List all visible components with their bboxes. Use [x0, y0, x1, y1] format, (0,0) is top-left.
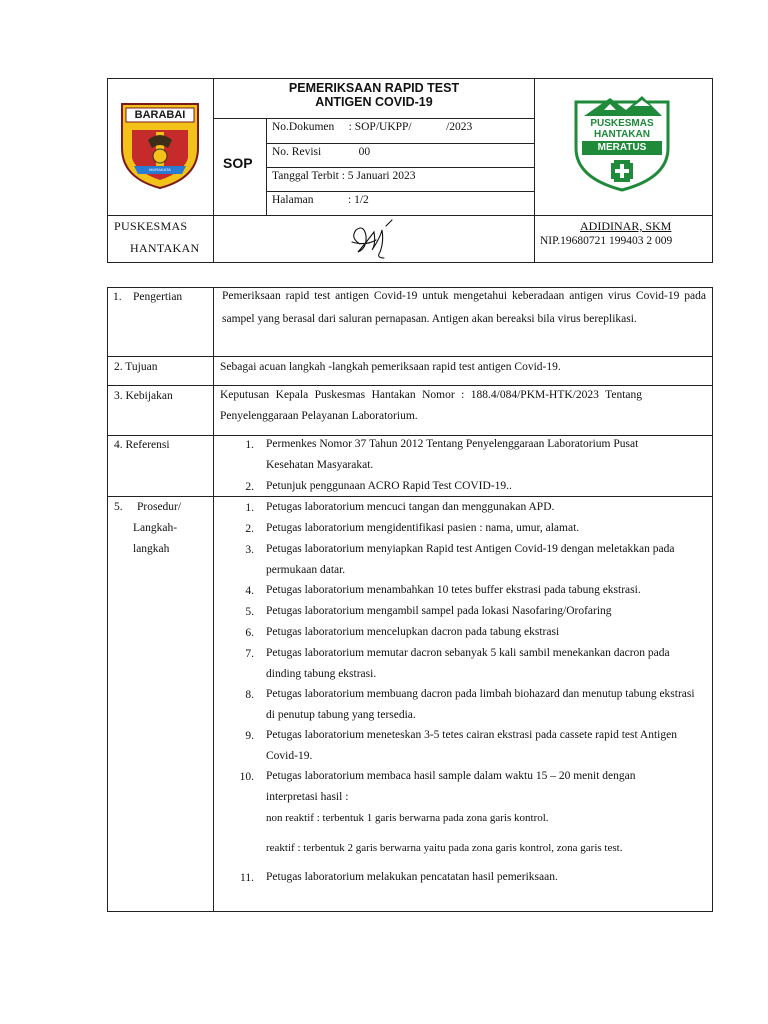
list-item-text: Petugas laboratorium menambahkan 10 tetes buffer ekstrasi pada tabung ekstrasi.: [266, 584, 641, 596]
signature-icon: [346, 218, 398, 260]
section-prosedur-label-line3: langkah: [133, 543, 170, 555]
list-item-text: Petugas laboratorium membuang dacron pada limbah biohazard dan menutup tabung ekstrasi di penutup tabung yang tersedia.: [266, 688, 695, 721]
section-prosedur-number: 5.: [114, 501, 123, 513]
barabai-logo-text: BARABAI: [134, 109, 186, 121]
puskesmas-logo-line2: HANTAKAN: [594, 129, 650, 140]
list-item-text: Petugas laboratorium membaca hasil sample dalam waktu 15 – 20 menit dengan interpretasi hasil :: [266, 770, 636, 803]
list-item-text: Petunjuk penggunaan ACRO Rapid Test COVID-19..: [266, 480, 512, 492]
puskesmas-logo: [570, 92, 674, 192]
section-pengertian-label: Pengertian: [133, 291, 183, 303]
list-item-number: 11.: [240, 872, 254, 884]
section-pengertian-text: Pemeriksaan rapid test antigen Covid-19 untuk mengetahui keberadaan antigen virus Covid-19 pada sampel yang berasal dari saluran pernapasan. Antigen akan bereaksi bila virus bereplikasi.: [222, 290, 706, 325]
puskesmas-logo-line1: PUSKESMAS: [590, 118, 654, 129]
sop-label: SOP: [223, 155, 253, 171]
section-tujuan-label: 2. Tujuan: [114, 361, 158, 373]
document-title-line2: ANTIGEN COVID-19: [315, 95, 433, 109]
section-kebijakan-text: Keputusan Kepala Puskesmas Hantakan Nomor : 188.4/084/PKM-HTK/2023 Tentang Penyelenggaraan Pelayanan Laboratorium.: [220, 389, 642, 422]
list-item-text: Petugas laboratorium mencuci tangan dan menggunakan APD.: [266, 501, 555, 513]
issue-date: Tanggal Terbit : 5 Januari 2023: [272, 170, 416, 182]
list-item-text: Petugas laboratorium memutar dacron sebanyak 5 kali sambil menekankan dacron pada dinding tabung ekstrasi.: [266, 647, 670, 680]
list-item-number: 7.: [245, 648, 254, 660]
puskesmas-logo-line3: MERATUS: [597, 142, 647, 153]
list-item-number: 5.: [245, 606, 254, 618]
list-item-text: Permenkes Nomor 37 Tahun 2012 Tentang Penyelenggaraan Laboratorium Pusat Kesehatan Masyarakat.: [266, 438, 639, 471]
document-number: No.Dokumen : SOP/UKPP/ /2023: [272, 121, 473, 133]
page-number: Halaman : 1/2: [272, 194, 369, 206]
list-item-text: Petugas laboratorium mengambil sampel pada lokasi Nasofaring/Orofaring: [266, 605, 612, 617]
document-title: [214, 81, 534, 109]
list-item-number: 2.: [245, 481, 254, 493]
section-prosedur-label-line1: Prosedur/: [137, 501, 182, 513]
list-item-text: Petugas laboratorium meneteskan 3-5 tetes cairan ekstrasi pada cassete rapid test Antigen Covid-19.: [266, 729, 677, 762]
list-item-number: 4.: [245, 585, 254, 597]
list-item-text: Petugas laboratorium mengidentifikasi pasien : nama, umur, alamat.: [266, 522, 580, 534]
result-non-reactive: non reaktif : terbentuk 1 garis berwarna pada zona garis kontrol.: [266, 812, 549, 824]
org-name-line2: HANTAKAN: [130, 241, 200, 255]
signature: [346, 218, 398, 260]
section-pengertian-number: 1.: [113, 291, 122, 303]
revision-number: No. Revisi 00: [272, 146, 371, 158]
list-item-number: 10.: [239, 771, 254, 783]
list-item-number: 1.: [245, 502, 254, 514]
result-reactive: reaktif : terbentuk 2 garis berwarna yaitu pada zona garis kontrol, zona garis test.: [266, 842, 623, 854]
section-kebijakan-label: 3. Kebijakan: [114, 390, 173, 402]
list-item-number: 9.: [245, 730, 254, 742]
section-tujuan-text: Sebagai acuan langkah -langkah pemeriksaan rapid test antigen Covid-19.: [220, 361, 561, 373]
list-item-text: Petugas laboratorium menyiapkan Rapid test Antigen Covid-19 dengan meletakkan pada permukaan datar.: [266, 543, 675, 576]
barabai-logo-ribbon: MURAKATA: [149, 167, 171, 172]
list-item-number: 2.: [245, 523, 254, 535]
org-name-line1: PUSKESMAS: [114, 219, 188, 233]
barabai-logo: [118, 100, 202, 190]
list-item-text: Petugas laboratorium mencelupkan dacron pada tabung ekstrasi: [266, 626, 560, 638]
document-title-line1: PEMERIKSAAN RAPID TEST: [288, 81, 460, 95]
section-prosedur-label-line2: Langkah-: [133, 522, 178, 534]
list-item-number: 6.: [245, 627, 254, 639]
list-item-text: Petugas laboratorium melakukan pencatatan hasil pemeriksaan.: [266, 871, 558, 883]
section-referensi-label: 4. Referensi: [114, 439, 170, 451]
signer-name: ADIDINAR, SKM: [580, 219, 672, 233]
list-item-number: 8.: [245, 689, 254, 701]
list-item-number: 3.: [245, 544, 254, 556]
list-item-number: 1.: [245, 439, 254, 451]
signer-nip: NIP.19680721 199403 2 009: [540, 235, 673, 247]
